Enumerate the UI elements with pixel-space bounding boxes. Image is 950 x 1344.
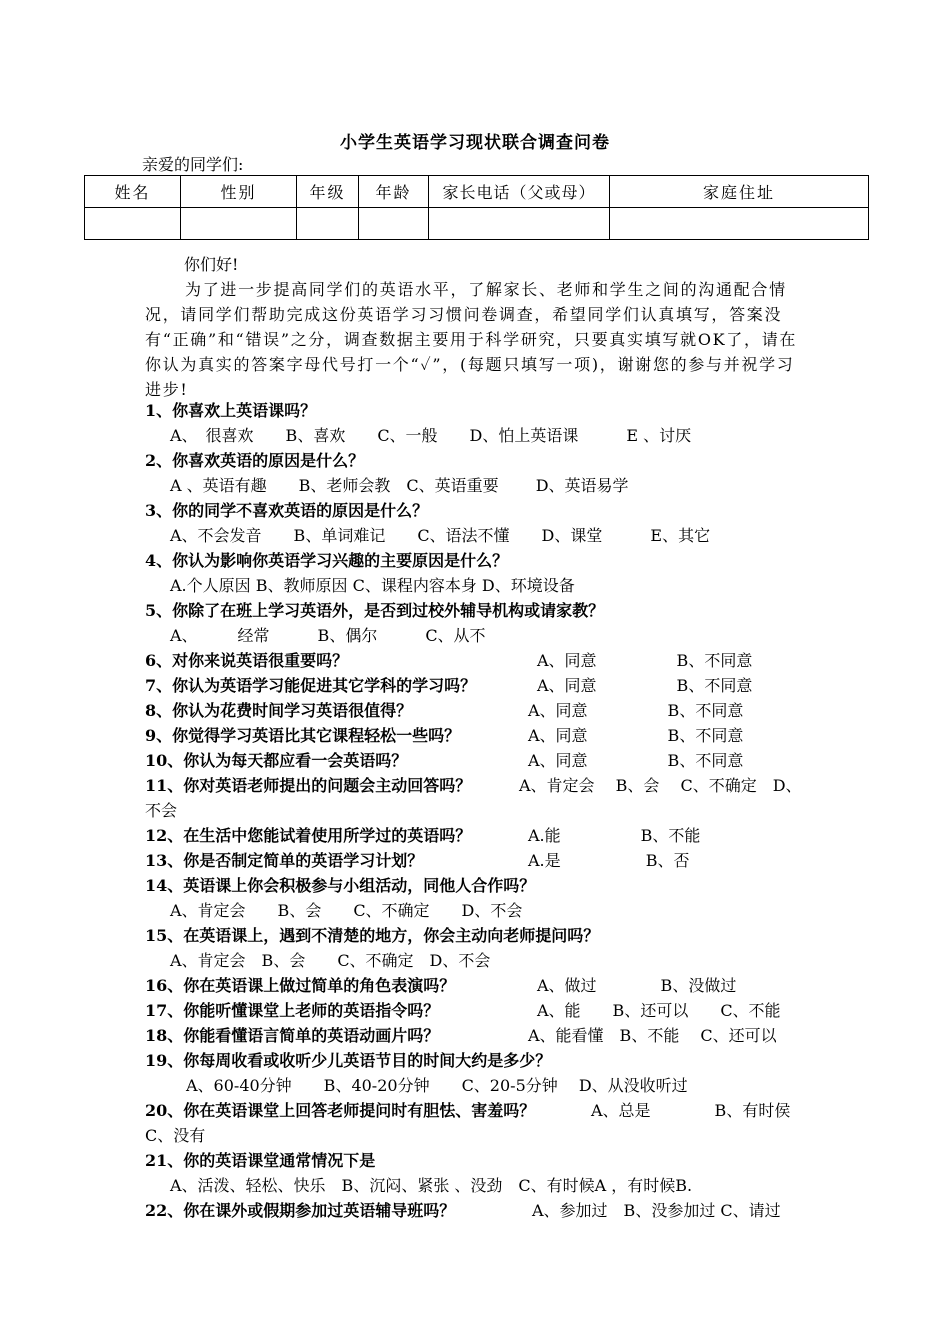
question-text: 11、你对英语老师提出的问题会主动回答吗？ (145, 776, 472, 795)
answer-options[interactable]: A、 很喜欢 B、喜欢 C、一般 D、怕上英语课 E 、讨厌 (170, 426, 692, 445)
question-text: 18、你能看懂语言简单的英语动画片吗？ (145, 1026, 440, 1045)
question-text: 5、你除了在班上学习英语外，是否到过校外辅导机构或请家教？ (145, 601, 605, 620)
header-gender: 性别 (181, 176, 297, 208)
grade-cell[interactable] (297, 208, 359, 240)
parent-phone-cell[interactable] (429, 208, 610, 240)
question-text: 1、你喜欢上英语课吗？ (145, 401, 317, 420)
header-age: 年龄 (359, 176, 429, 208)
answer-options[interactable]: A、同意 B、不同意 (537, 676, 753, 695)
question-text: 7、你认为英语学习能促进其它学科的学习吗？ (145, 676, 477, 695)
question-text: 19、你每周收看或收听少儿英语节目的时间大约是多少？ (145, 1051, 552, 1070)
question-list (145, 398, 817, 1223)
question-text: 13、你是否制定简单的英语学习计划？ (145, 851, 424, 870)
answer-options[interactable]: A.能 B、不能 (528, 826, 701, 845)
answer-options[interactable]: A、做过 B、没做过 (537, 976, 737, 995)
student-info-table (84, 175, 869, 240)
question-text: 8、你认为花费时间学习英语很值得？ (145, 701, 413, 720)
name-cell[interactable] (85, 208, 181, 240)
answer-options[interactable]: A、同意 B、不同意 (537, 651, 753, 670)
answer-options[interactable]: A、活泼、轻松、快乐 B、沉闷、紧张 、没劲 C、有时候A ，有时候B. (170, 1176, 693, 1195)
header-grade: 年级 (297, 176, 359, 208)
question-text: 4、你认为影响你英语学习兴趣的主要原因是什么？ (145, 551, 509, 570)
answer-options[interactable]: A、60-40分钟 B、40-20分钟 C、20-5分钟 D、从没收听过 (170, 1076, 688, 1095)
question-text: 17、你能听懂课堂上老师的英语指令吗？ (145, 1001, 440, 1020)
answer-options[interactable]: A、能看懂 B、不能 C、还可以 (528, 1026, 777, 1045)
table-header-row (85, 176, 869, 208)
question-text: 20、你在英语课堂上回答老师提问时有胆怯、害羞吗？ (145, 1101, 536, 1120)
answer-options[interactable]: A、能 B、还可以 C、不能 (537, 1001, 781, 1020)
question-text: 22、你在课外或假期参加过英语辅导班吗？ (145, 1201, 456, 1220)
header-address: 家庭住址 (610, 176, 869, 208)
question-text: 16、你在英语课上做过简单的角色表演吗？ (145, 976, 456, 995)
age-cell[interactable] (359, 208, 429, 240)
question-text: 6、对你来说英语很重要吗？ (145, 651, 349, 670)
question-text: 12、在生活中您能试着使用所学过的英语吗？ (145, 826, 472, 845)
page-title: 小学生英语学习现状联合调查问卷 (340, 133, 610, 153)
question-text: 9、你觉得学习英语比其它课程轻松一些吗？ (145, 726, 461, 745)
header-parent-phone: 家长电话（父或母） (429, 176, 610, 208)
question-text: 15、在英语课上，遇到不清楚的地方，你会主动向老师提问吗？ (145, 926, 600, 945)
answer-options[interactable]: A、总是 B、有时侯 (591, 1101, 791, 1120)
header-name: 姓名 (85, 176, 181, 208)
answer-options[interactable]: A、同意 B、不同意 (528, 701, 744, 720)
intro-paragraph: 为了进一步提高同学们的英语水平，了解家长、老师和学生之间的沟通配合情况，请同学们帮助完成这份英语学习习惯问卷调查，希望同学们认真填写，答案没有“正确”和“错误”之分，调查数据主要用于科学研究，只要真实填写就OK了，请在你认为真实的答案字母代号打一个“✓”，(每题只填写一项)，谢谢您的参与并祝学习进步! (145, 280, 798, 399)
answer-continuation[interactable]: 不会 (145, 801, 178, 820)
answer-options[interactable]: A、肯定会 B、会 C、不确定 D、不会 (170, 951, 491, 970)
answer-options[interactable]: A 、英语有趣 B、老师会教 C、英语重要 D、英语易学 (170, 476, 629, 495)
question-text: 2、你喜欢英语的原因是什么？ (145, 451, 365, 470)
hello-text: 你们好! (184, 255, 239, 274)
answer-options[interactable]: A.个人原因 B、教师原因 C、课程内容本身 D、环境设备 (170, 576, 575, 595)
answer-options[interactable]: A、同意 B、不同意 (528, 726, 744, 745)
question-text: 14、英语课上你会积极参与小组活动，同他人合作吗？ (145, 876, 536, 895)
answer-options[interactable]: A、同意 B、不同意 (528, 751, 744, 770)
address-cell[interactable] (610, 208, 869, 240)
greeting: 亲爱的同学们: (142, 155, 244, 174)
answer-options[interactable]: A、不会发音 B、单词难记 C、语法不懂 D、课堂 E、其它 (170, 526, 711, 545)
answer-continuation[interactable]: C、没有 (145, 1126, 206, 1145)
answer-options[interactable]: A、肯定会 B、会 C、不确定 D、不会 (170, 901, 523, 920)
question-text: 3、你的同学不喜欢英语的原因是什么？ (145, 501, 429, 520)
answer-options[interactable]: A、 经常 B、偶尔 C、从不 (170, 626, 486, 645)
gender-cell[interactable] (181, 208, 297, 240)
question-text: 21、你的英语课堂通常情况下是 (145, 1151, 376, 1170)
answer-options[interactable]: A、参加过 B、没参加过 C、请过 (532, 1201, 781, 1220)
table-input-row (85, 208, 869, 240)
answer-options[interactable]: A.是 B、否 (528, 851, 690, 870)
answer-options[interactable]: A、肯定会 B、会 C、不确定 D、 (519, 776, 802, 795)
question-text: 10、你认为每天都应看一会英语吗？ (145, 751, 408, 770)
